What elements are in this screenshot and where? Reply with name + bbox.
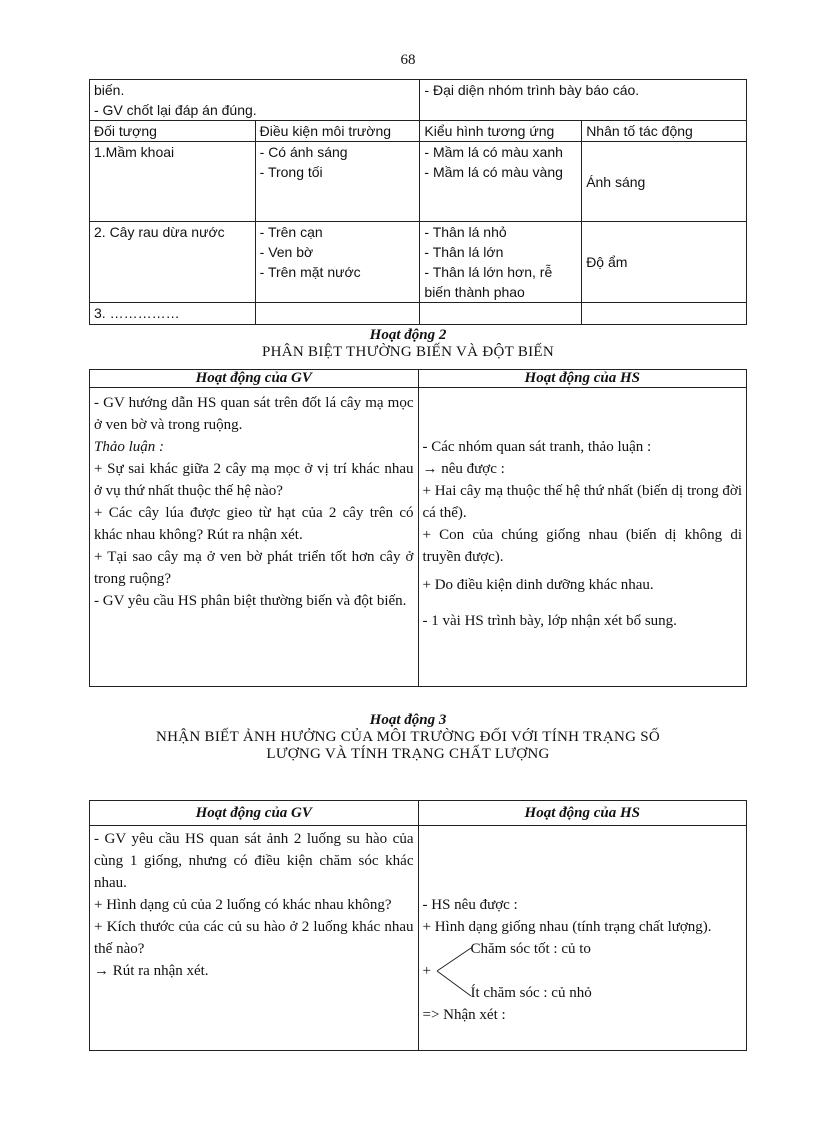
discussion-label: Thảo luận : xyxy=(94,439,165,455)
condition-item: - Trong tối xyxy=(259,164,323,180)
hs-response: + Hình dạng giống nhau (tính trạng chất lượng). xyxy=(422,919,712,935)
table-row xyxy=(90,142,747,222)
condition-cell xyxy=(255,303,420,325)
table-row xyxy=(90,826,747,1051)
hs-response: - 1 vài HS trình bày, lớp nhận xét bổ sung. xyxy=(422,613,677,629)
carryover-left-cell xyxy=(90,80,420,121)
gv-instruction: - GV yêu cầu HS quan sát ảnh 2 luống su hào của cùng 1 giống, nhưng có điều kiện chăm sóc khác nhau. xyxy=(94,831,414,891)
activity3-subtitle: NHẬN BIẾT ẢNH HƯỞNG CỦA MÔI TRƯỜNG ĐỐI VỚI TÍNH TRẠNG SỐ xyxy=(155,729,661,745)
hs-column-header: Hoạt động của HS xyxy=(418,370,747,388)
hs-response: + Con của chúng giống nhau (biến dị không di truyền được). xyxy=(422,527,742,565)
gv-conclusion: → Rút ra nhận xét. xyxy=(94,963,209,979)
factor-cell xyxy=(582,303,747,325)
activity2-subtitle: PHÂN BIỆT THƯỜNG BIẾN VÀ ĐỘT BIẾN xyxy=(261,344,555,360)
page-number: 68 xyxy=(400,52,416,68)
hs-column-header: Hoạt động của HS xyxy=(418,801,747,826)
gv-instruction: - GV hướng dẫn HS quan sát trên đốt lá cây mạ mọc ở ven bờ và trong ruộng. xyxy=(94,395,414,433)
hs-conclusion: => Nhận xét : xyxy=(422,1007,506,1023)
table-row xyxy=(90,303,747,325)
phenotype-cell xyxy=(420,222,582,303)
table-row xyxy=(90,388,747,687)
column-header: Kiểu hình tương ứng xyxy=(420,121,582,142)
column-header: Nhân tố tác động xyxy=(582,121,747,142)
hs-response: - HS nêu được : xyxy=(422,897,518,913)
plus-sign: + xyxy=(422,963,431,979)
phenotype-cell xyxy=(420,142,582,222)
condition-item: - Trên cạn xyxy=(259,224,323,240)
table-row xyxy=(90,222,747,303)
phenotype-cell xyxy=(420,303,582,325)
factor-cell: Ánh sáng xyxy=(582,142,747,222)
care-comparison xyxy=(423,938,743,1004)
gv-question: + Kích thước của các củ su hào ở 2 luống khác nhau thế nào? xyxy=(94,919,414,957)
hs-response: - Các nhóm quan sát tranh, thảo luận : xyxy=(422,439,652,455)
hs-response: + Hai cây mạ thuộc thế hệ thứ nhất (biến dị trong đời cá thể). xyxy=(422,483,742,521)
activity3-title: Hoạt động 3 xyxy=(369,712,447,728)
hs-activity-cell xyxy=(418,826,747,1051)
column-header: Đối tượng xyxy=(90,121,256,142)
gv-question: + Các cây lúa được gieo từ hạt của 2 cây trên có khác nhau không? Rút ra nhận xét. xyxy=(94,505,414,543)
phenotype-table xyxy=(89,79,747,325)
hs-response: → nêu được : xyxy=(422,461,505,477)
object-cell: 3. …………… xyxy=(90,303,256,325)
gv-instruction: - GV yêu cầu HS phân biệt thường biến và đột biến. xyxy=(94,593,407,609)
carryover-text: - Đại diện nhóm trình bày báo cáo. xyxy=(424,82,640,98)
gv-question: + Hình dạng củ của 2 luống có khác nhau không? xyxy=(94,897,392,913)
condition-item: - Có ánh sáng xyxy=(259,144,348,160)
less-care-result: Ít chăm sóc : củ nhỏ xyxy=(470,985,592,1001)
phenotype-item: - Mầm lá có màu vàng xyxy=(424,164,563,180)
activity2-heading xyxy=(0,327,816,361)
condition-cell xyxy=(255,142,420,222)
gv-activity-cell xyxy=(90,388,419,687)
gv-question: + Sự sai khác giữa 2 cây mạ mọc ở vị trí khác nhau ở vụ thứ nhất thuộc thế hệ nào? xyxy=(94,461,414,499)
phenotype-item: - Thân lá nhỏ xyxy=(424,224,507,240)
condition-item: - Trên mặt nước xyxy=(259,264,361,280)
carryover-text: - GV chốt lại đáp án đúng. xyxy=(94,102,257,118)
gv-column-header: Hoạt động của GV xyxy=(90,370,419,388)
phenotype-item: - Thân lá lớn hơn, rễ biến thành phao xyxy=(424,264,553,300)
good-care-result: Chăm sóc tốt : củ to xyxy=(470,941,591,957)
activity2-title: Hoạt động 2 xyxy=(369,327,447,343)
object-cell: 2. Cây rau dừa nước xyxy=(90,222,256,303)
gv-question: + Tại sao cây mạ ở ven bờ phát triển tốt hơn cây ở trong ruộng? xyxy=(94,549,414,587)
activity3-heading xyxy=(0,712,816,763)
carryover-row xyxy=(90,80,747,121)
object-cell: 1.Mầm khoai xyxy=(90,142,256,222)
gv-activity-cell xyxy=(90,826,419,1051)
activity3-subtitle: LƯỢNG VÀ TÍNH TRẠNG CHẤT LƯỢNG xyxy=(266,746,550,762)
table-header-row xyxy=(90,801,747,826)
column-header: Điều kiện môi trường xyxy=(255,121,420,142)
phenotype-item: - Mầm lá có màu xanh xyxy=(424,144,563,160)
hs-response: + Do điều kiện dinh dưỡng khác nhau. xyxy=(422,577,654,593)
carryover-text: biến. xyxy=(94,82,125,98)
activity3-table xyxy=(89,800,747,1051)
table-header-row xyxy=(90,370,747,388)
activity2-table xyxy=(89,369,747,687)
condition-cell xyxy=(255,222,420,303)
carryover-right-cell xyxy=(420,80,747,121)
gv-column-header: Hoạt động của GV xyxy=(90,801,419,826)
condition-item: - Ven bờ xyxy=(259,244,314,260)
hs-activity-cell xyxy=(418,388,747,687)
factor-cell: Độ ẩm xyxy=(582,222,747,303)
table-header-row xyxy=(90,121,747,142)
phenotype-item: - Thân lá lớn xyxy=(424,244,504,260)
